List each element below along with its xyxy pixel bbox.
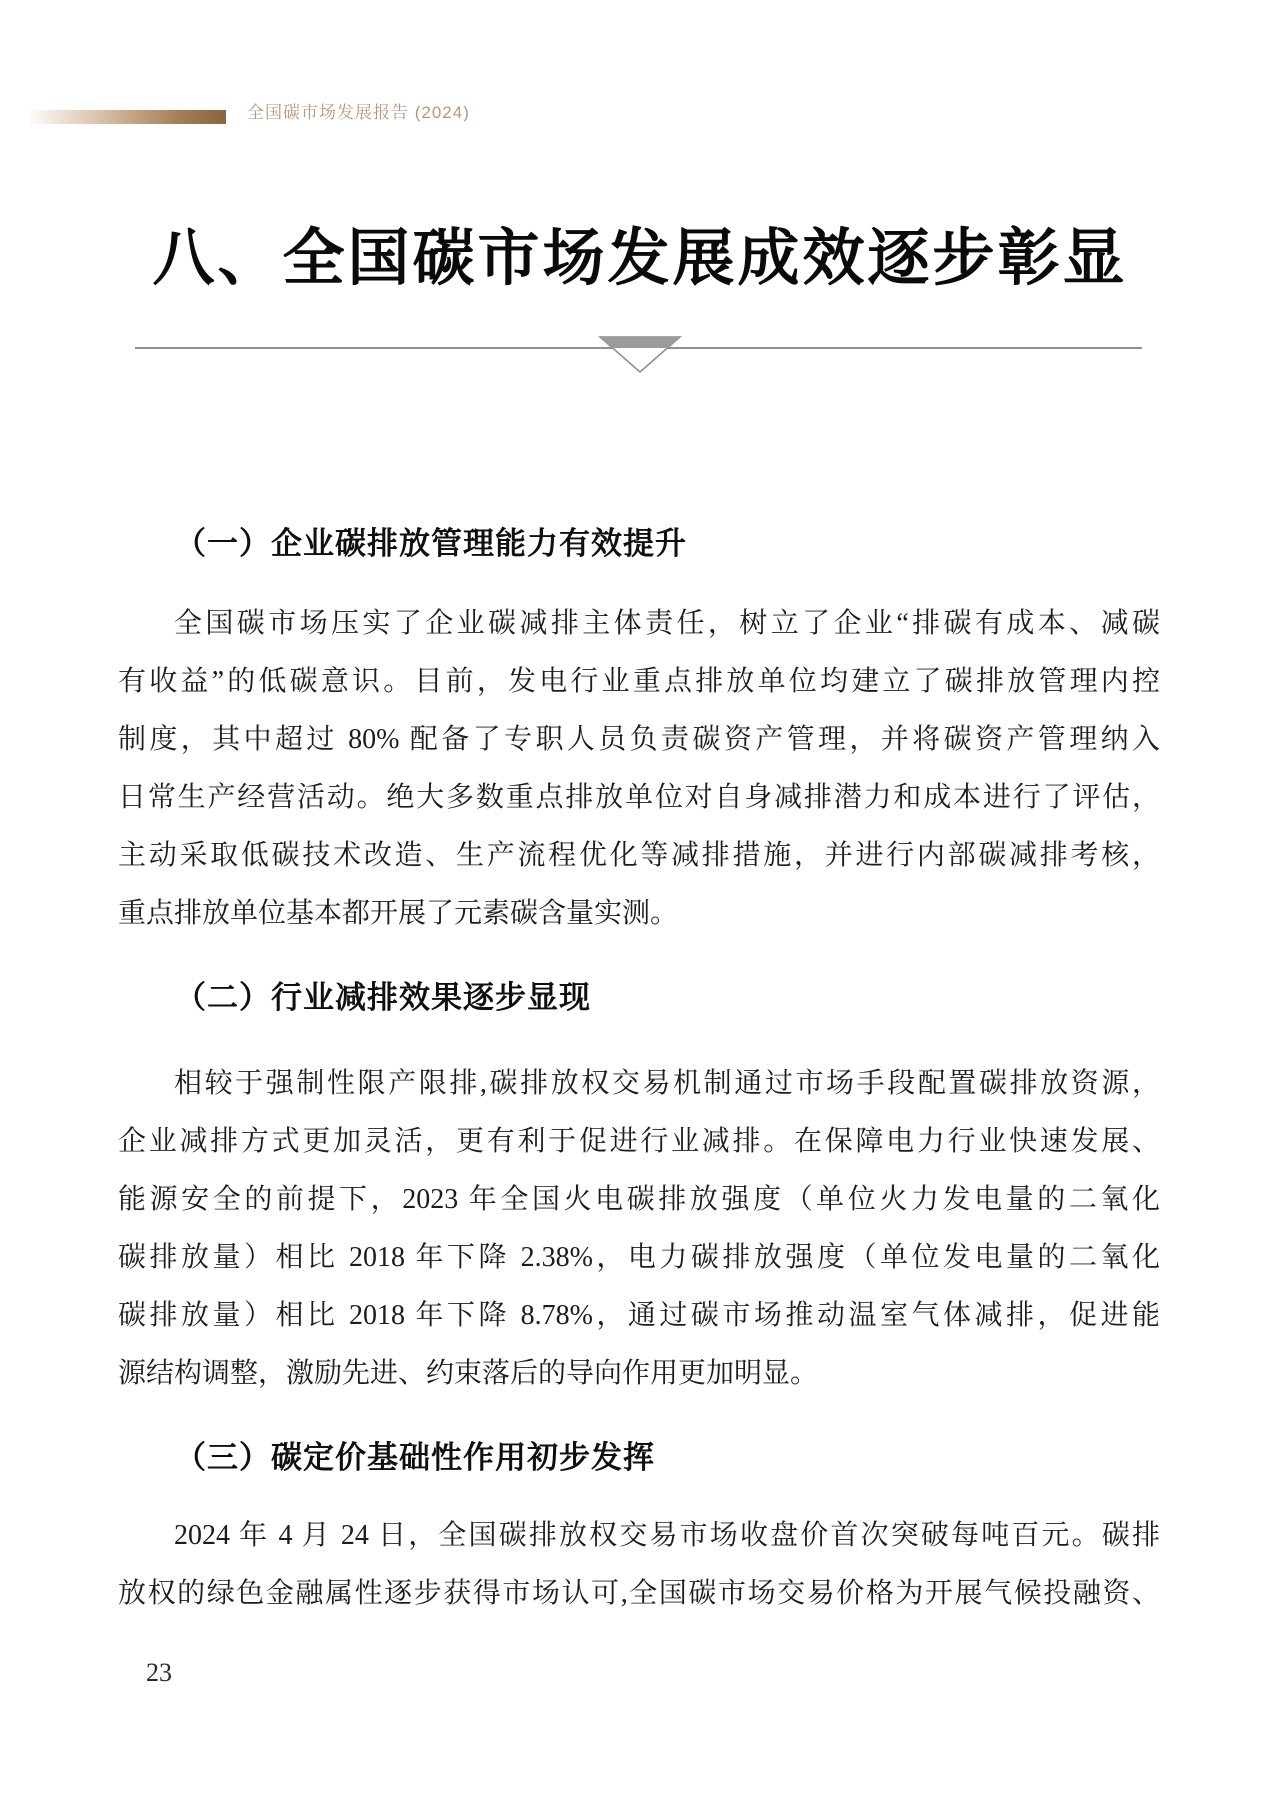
paragraph-line: 重点排放单位基本都开展了元素碳含量实测。 xyxy=(118,898,679,929)
paragraph-line: 全国碳市场压实了企业碳减排主体责任，树立了企业“排碳有成本、减碳 xyxy=(174,608,1160,639)
paragraph-line: 碳排放量）相比 2018 年下降 2.38%，电力碳排放强度（单位发电量的二氧化 xyxy=(118,1242,1160,1273)
paragraph-line: 日常生产经营活动。绝大多数重点排放单位对自身减排潜力和成本进行了评估， xyxy=(118,782,1160,813)
paragraph-line: 2024 年 4 月 24 日，全国碳排放权交易市场收盘价首次突破每吨百元。碳排 xyxy=(174,1520,1160,1551)
header-accent-bar xyxy=(30,110,226,124)
paragraph-line: 相较于强制性限产限排,碳排放权交易机制通过市场手段配置碳排放资源， xyxy=(174,1068,1160,1099)
section-1-paragraph xyxy=(118,595,1160,943)
paragraph-line: 企业减排方式更加灵活，更有利于促进行业减排。在保障电力行业快速发展、 xyxy=(118,1126,1160,1157)
paragraph-line: 能源安全的前提下，2023 年全国火电碳排放强度（单位火力发电量的二氧化 xyxy=(118,1184,1160,1215)
page-number: 23 xyxy=(146,1658,172,1687)
paragraph-line: 放权的绿色金融属性逐步获得市场认可,全国碳市场交易价格为开展气候投融资、 xyxy=(118,1578,1160,1609)
paragraph-line: 源结构调整，激励先进、约束落后的导向作用更加明显。 xyxy=(118,1358,819,1389)
paragraph-line: 主动采取低碳技术改造、生产流程优化等减排措施，并进行内部碳减排考核， xyxy=(118,840,1160,871)
paragraph-line: 制度，其中超过 80% 配备了专职人员负责碳资产管理，并将碳资产管理纳入 xyxy=(118,724,1160,755)
header-report-title: 全国碳市场发展报告 (2024) xyxy=(247,103,470,122)
paragraph-line: 碳排放量）相比 2018 年下降 8.78%，通过碳市场推动温室气体减排，促进能 xyxy=(118,1300,1160,1331)
down-triangle-icon xyxy=(598,335,682,375)
section-2-heading: （二）行业减排效果逐步显现 xyxy=(175,980,591,1015)
section-1-heading: （一）企业碳排放管理能力有效提升 xyxy=(175,526,687,561)
paragraph-line: 有收益”的低碳意识。目前，发电行业重点排放单位均建立了碳排放管理内控 xyxy=(118,666,1160,697)
section-3-paragraph xyxy=(118,1507,1160,1623)
chapter-title: 八、全国碳市场发展成效逐步彰显 xyxy=(152,225,1128,293)
section-3-heading: （三）碳定价基础性作用初步发挥 xyxy=(175,1440,655,1475)
section-2-paragraph xyxy=(118,1055,1160,1403)
